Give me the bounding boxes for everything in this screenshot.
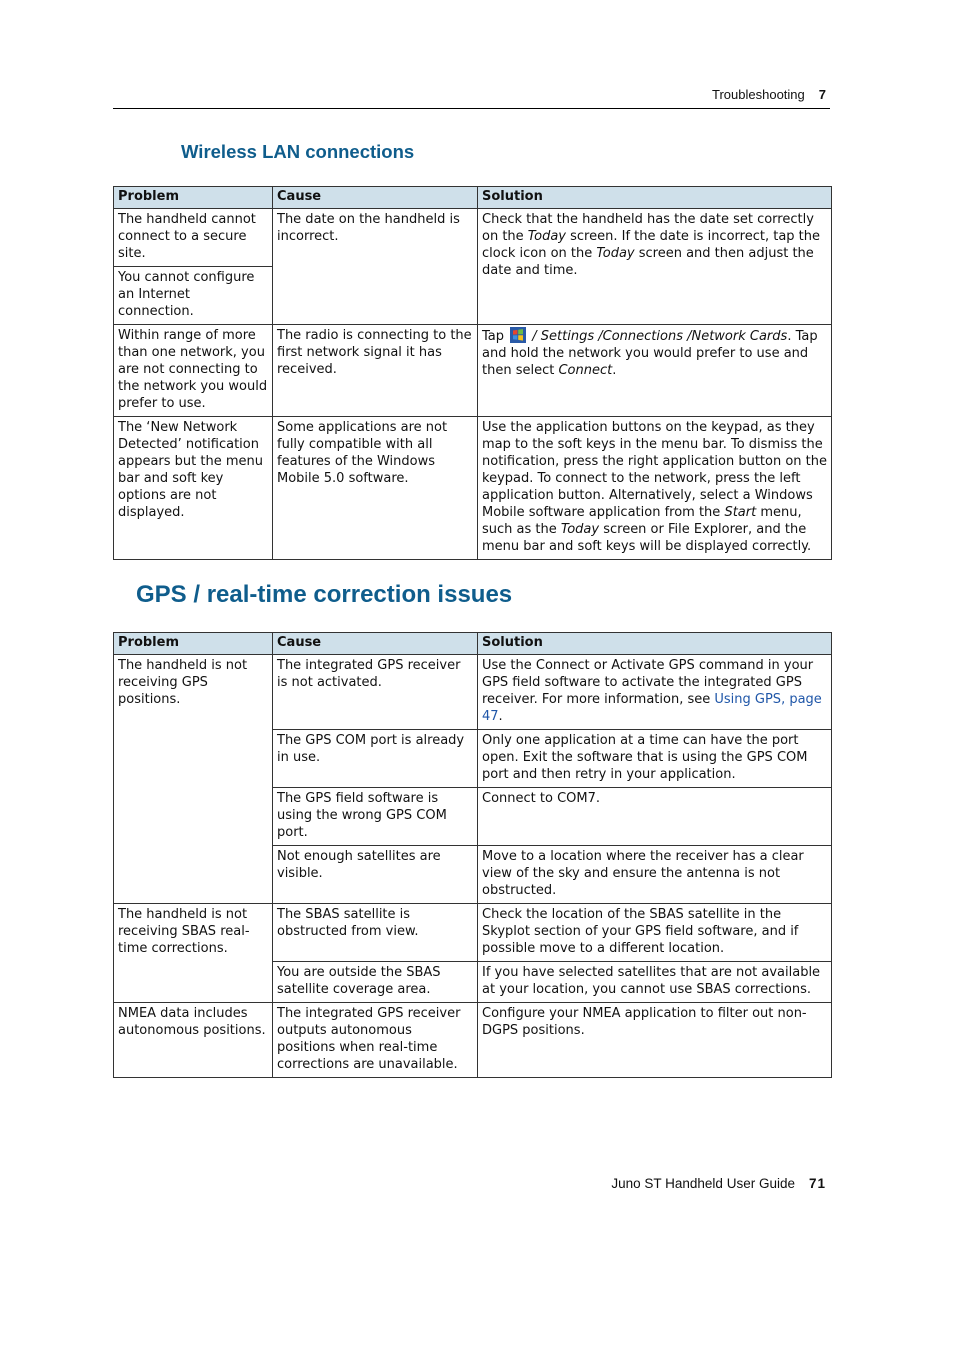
solution-text: screen and then adjust the date and time. [482, 246, 814, 278]
footer-guide-title: Juno ST Handheld User Guide [611, 1176, 795, 1191]
column-header-cause: Cause [273, 633, 478, 655]
column-header-solution: Solution [478, 633, 832, 655]
solution-cell: Check the location of the SBAS satellite in the Skyplot section of your GPS field software, and if possible move to a different location. [478, 904, 832, 962]
table-header-row [114, 187, 832, 209]
solution-cell [478, 325, 832, 417]
running-footer [611, 1176, 826, 1191]
table-row [114, 325, 832, 417]
solution-cell [478, 417, 832, 560]
solution-cell [478, 655, 832, 730]
gps-table [113, 632, 832, 1078]
cause-cell: Not enough satellites are visible. [273, 846, 478, 904]
cause-cell: The GPS field software is using the wrong GPS COM port. [273, 788, 478, 846]
cause-cell: The GPS COM port is already in use. [273, 730, 478, 788]
solution-text: Check that the handheld has the date set correctly on the [482, 212, 814, 244]
column-header-cause: Cause [273, 187, 478, 209]
running-header [113, 86, 830, 109]
cause-cell: The SBAS satellite is obstructed from view. [273, 904, 478, 962]
solution-cell: Configure your NMEA application to filter out non-DGPS positions. [478, 1003, 832, 1078]
table-row [114, 904, 832, 962]
cause-cell: The radio is connecting to the first network signal it has received. [273, 325, 478, 417]
problem-cell: The ‘New Network Detected’ notification appears but the menu bar and soft key options are not displayed. [114, 417, 273, 560]
table-row [114, 1003, 832, 1078]
solution-text: Use the application buttons on the keypad, as they map to the soft keys in the menu bar. To dismiss the notification, press the right application button on the keypad. To connect to the network, press the left application button. Alternatively, select a Windows Mobile software application from the [482, 420, 828, 520]
solution-emphasis: Today [560, 522, 600, 537]
solution-emphasis: Start [724, 505, 757, 520]
problem-cell: NMEA data includes autonomous positions. [114, 1003, 273, 1078]
using-gps-link[interactable]: Using GPS, page 47 [482, 692, 822, 724]
solution-text: Tap [482, 329, 505, 344]
cause-cell: The integrated GPS receiver is not activated. [273, 655, 478, 730]
solution-cell: Only one application at a time can have the port open. Exit the software that is using the GPS COM port and then retry in your application. [478, 730, 832, 788]
table-row [114, 209, 832, 267]
cause-cell: You are outside the SBAS satellite coverage area. [273, 962, 478, 1003]
cause-cell: Some applications are not fully compatible with all features of the Windows Mobile 5.0 software. [273, 417, 478, 560]
column-header-solution: Solution [478, 187, 832, 209]
solution-emphasis: Connect [558, 363, 613, 378]
windows-start-icon [510, 327, 526, 343]
gps-heading: GPS / real-time correction issues [136, 581, 513, 608]
solution-emphasis: Today [527, 229, 566, 244]
solution-text: screen. If the date is incorrect, tap the clock icon on the [482, 229, 821, 261]
problem-cell: The handheld cannot connect to a secure site. [114, 209, 273, 267]
wlan-table [113, 186, 832, 560]
column-header-problem: Problem [114, 187, 273, 209]
solution-cell: Connect to COM7. [478, 788, 832, 846]
problem-cell: The handheld is not receiving GPS positions. [114, 655, 273, 904]
page-number: 71 [808, 1176, 826, 1191]
solution-cell: If you have selected satellites that are not available at your location, you cannot use SBAS corrections. [478, 962, 832, 1003]
solution-text: menu, such as the [482, 505, 802, 537]
solution-path: / Settings /Connections /Network Cards [528, 329, 788, 344]
cause-cell: The integrated GPS receiver outputs autonomous positions when real-time corrections are unavailable. [273, 1003, 478, 1078]
problem-cell: The handheld is not receiving SBAS real-time corrections. [114, 904, 273, 1003]
header-text [712, 87, 826, 102]
solution-cell [478, 209, 832, 325]
header-section: Troubleshooting [712, 87, 805, 102]
header-chapter-number: 7 [818, 87, 826, 102]
table-row [114, 417, 832, 560]
solution-text: . [498, 709, 503, 724]
solution-emphasis: Today [596, 246, 635, 261]
table-header-row [114, 633, 832, 655]
solution-text: screen or File Explorer, and the menu bar and soft keys will be displayed correctly. [482, 522, 812, 554]
cause-cell: The date on the handheld is incorrect. [273, 209, 478, 325]
problem-cell: Within range of more than one network, you are not connecting to the network you would prefer to use. [114, 325, 273, 417]
wlan-heading: Wireless LAN connections [181, 141, 415, 162]
column-header-problem: Problem [114, 633, 273, 655]
solution-cell: Move to a location where the receiver has a clear view of the sky and ensure the antenna is not obstructed. [478, 846, 832, 904]
problem-cell: You cannot configure an Internet connection. [114, 267, 273, 325]
solution-text: . [612, 363, 617, 378]
solution-text: Use the Connect or Activate GPS command in your GPS field software to activate the integrated GPS receiver. For more information, see [482, 658, 814, 707]
solution-text: . Tap and hold the network you would prefer to use and then select [482, 329, 818, 378]
table-row [114, 655, 832, 730]
